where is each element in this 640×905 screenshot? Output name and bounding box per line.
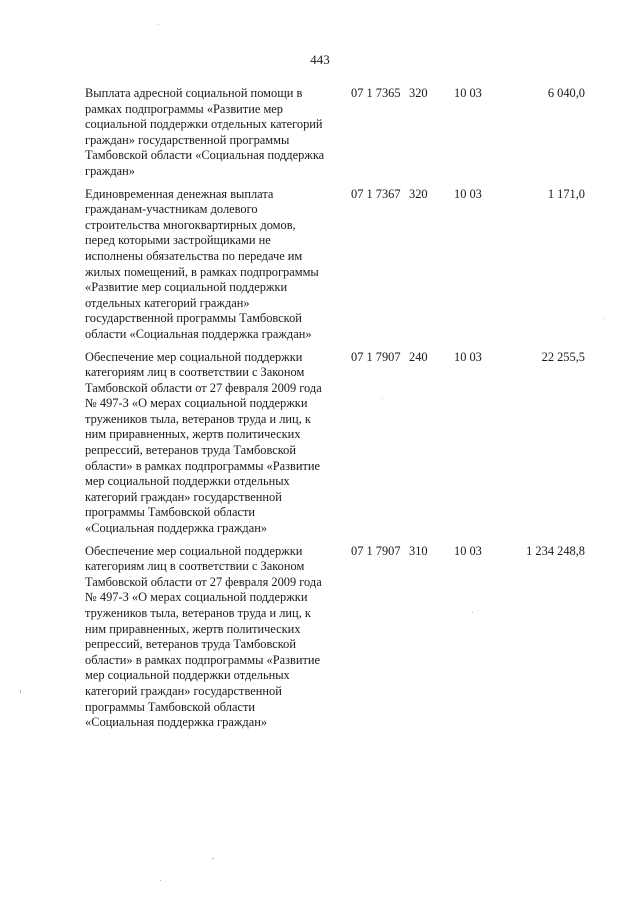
budget-table [85, 86, 585, 738]
scan-speck [382, 398, 383, 399]
row-expense-type: 320 [409, 86, 428, 100]
row-expense-type: 310 [409, 543, 428, 558]
row-description: Обеспечение мер социальной поддержки категориям лиц в соответствии с Законом Тамбовской области от 27 февраля 2009 года № 497-З «О мерах социальной поддержки тружеников тыла, ветеранов труда и лиц, к ним приравненных, жертв политических репрессий, ветеранов труда Тамбовской области» в рамках подпрограммы «Развитие мер социальной поддержки отдельных категорий граждан» государственной программы Тамбовской области «Социальная поддержка граждан» [85, 349, 322, 536]
row-target-code: 07 1 7365 [351, 86, 401, 100]
table-row [85, 350, 585, 537]
table-row [85, 187, 585, 343]
row-description: Единовременная денежная выплата гражданам-участникам долевого строительства многоквартирных домов, перед которыми застройщиками не исполнены обязательства по передаче им жилых помещений, в рамках подпрограммы «Развитие мер социальной поддержки отдельных категорий граждан» государственной программы Тамбовской области «Социальная поддержка граждан» [85, 186, 319, 341]
row-section: 10 03 [454, 543, 482, 558]
row-expense-type: 320 [409, 186, 428, 201]
row-target-code: 07 1 7367 [351, 186, 401, 201]
row-target-code: 07 1 7907 [351, 543, 401, 558]
scan-speck [603, 318, 604, 319]
table-row [85, 544, 585, 731]
scan-speck [160, 880, 161, 881]
row-description: Обеспечение мер социальной поддержки категориям лиц в соответствии с Законом Тамбовской области от 27 февраля 2009 года № 497-З «О мерах социальной поддержки тружеников тыла, ветеранов труда и лиц, к ним приравненных, жертв политических репрессий, ветеранов труда Тамбовской области» в рамках подпрограммы «Развитие мер социальной поддержки отдельных категорий граждан» государственной программы Тамбовской области «Социальная поддержка граждан» [85, 543, 322, 730]
scan-speck [212, 858, 214, 859]
page-number: 443 [310, 52, 330, 67]
row-section: 10 03 [454, 349, 482, 364]
row-amount: 6 040,0 [547, 86, 585, 100]
scan-speck [472, 612, 473, 613]
row-amount: 1 234 248,8 [526, 543, 585, 558]
scan-speck [158, 24, 159, 25]
scan-speck [20, 690, 21, 693]
row-section: 10 03 [454, 186, 482, 201]
row-target-code: 07 1 7907 [351, 349, 401, 364]
row-amount: 1 171,0 [547, 186, 585, 201]
row-amount: 22 255,5 [541, 349, 585, 364]
row-expense-type: 240 [409, 349, 428, 364]
table-row [85, 86, 585, 180]
row-section: 10 03 [454, 86, 482, 100]
row-description: Выплата адресной социальной помощи в рамках подпрограммы «Развитие мер социальной поддержки отдельных категорий граждан» государственной программы Тамбовской области «Социальная поддержка граждан» [85, 86, 325, 178]
